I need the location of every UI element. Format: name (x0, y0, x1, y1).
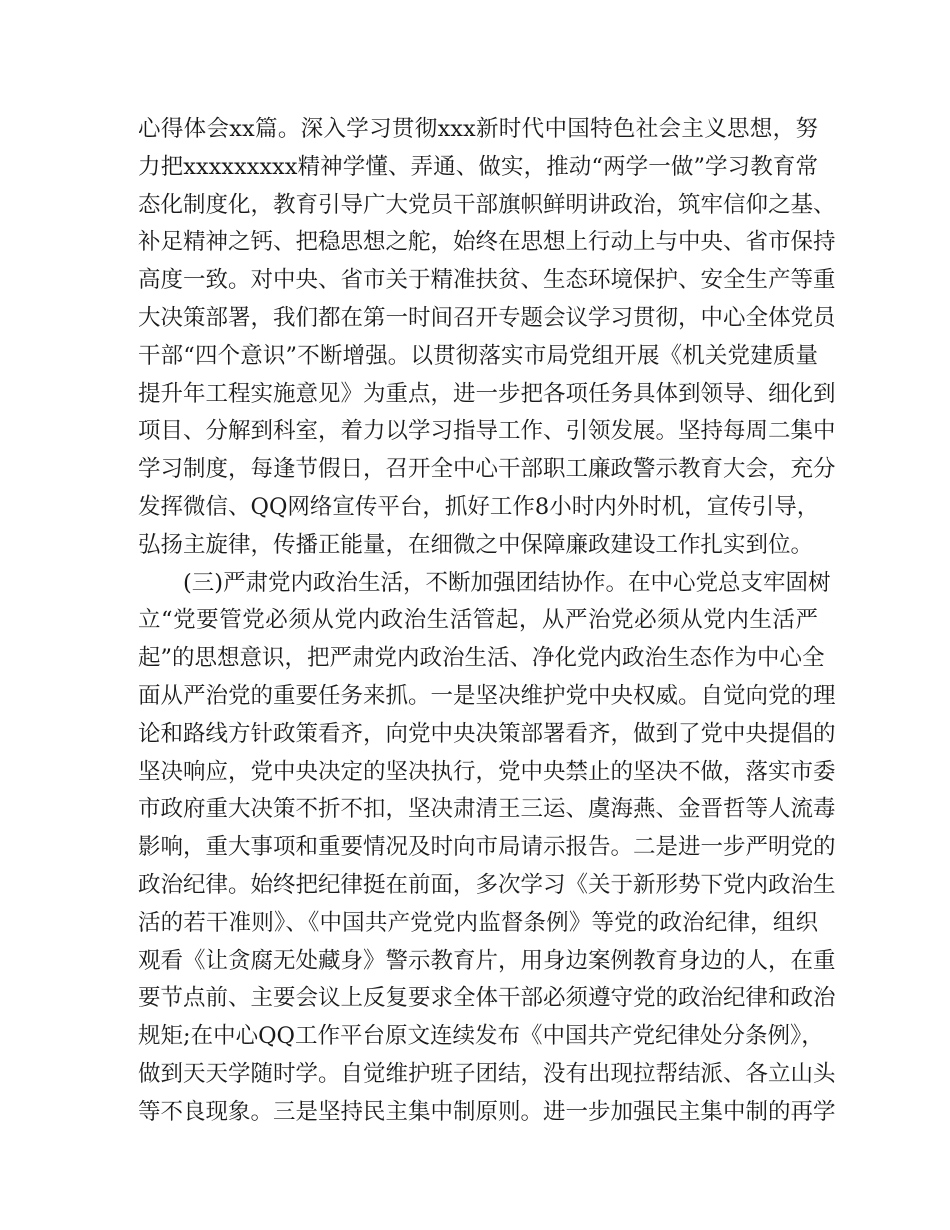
text-line: 面从严治党的重要任务来抓。一是坚决维护党中央权威。自觉向党的理 (138, 682, 836, 709)
text-line: 活的若干准则》、《中国共产党党内监督条例》等党的政治纪律，组织 (138, 909, 818, 936)
text-line: (三)严肃党内政治生活，不断加强团结协作。在中心党总支牢固树 (138, 569, 831, 596)
text-line: 高度一致。对中央、省市关于精准扶贫、生态环境保护、安全生产等重 (138, 267, 836, 294)
text-line: 论和路线方针政策看齐，向党中央决策部署看齐，做到了党中央提倡的 (138, 720, 836, 747)
text-line: 观看《让贪腐无处藏身》警示教育片，用身边案例教育身边的人，在重 (138, 947, 836, 974)
text-line: 项目、分解到科室，着力以学习指导工作、引领发展。坚持每周二集中 (138, 418, 836, 445)
text-line: 补足精神之钙、把稳思想之舵，始终在思想上行动上与中央、省市保持 (138, 229, 836, 256)
text-line: 起”的思想意识，把严肃党内政治生活、净化党内政治生态作为中心全 (138, 645, 825, 672)
text-line: 发挥微信、QQ网络宣传平台，抓好工作8小时内外时机，宣传引导， (138, 493, 820, 520)
text-line: 规矩;在中心QQ工作平台原文连续发布《中国共产党纪律处分条例》， (138, 1023, 824, 1050)
text-line: 提升年工程实施意见》为重点，进一步把各项任务具体到领导、细化到 (138, 380, 836, 407)
text-line: 做到天天学随时学。自觉维护班子团结，没有出现拉帮结派、各立山头 (138, 1060, 836, 1087)
text-line: 政治纪律。始终把纪律挺在前面，多次学习《关于新形势下党内政治生 (138, 871, 836, 898)
text-line: 弘扬主旋律，传播正能量，在细微之中保障廉政建设工作扎实到位。 (138, 531, 814, 558)
text-line: 坚决响应，党中央决定的坚决执行，党中央禁止的坚决不做，落实市委 (138, 758, 836, 785)
text-line: 市政府重大决策不折不扣，坚决肃清王三运、虞海燕、金晋哲等人流毒 (138, 796, 836, 823)
text-line: 立“党要管党必须从党内政治生活管起，从严治党必须从党内生活严 (138, 607, 818, 634)
text-line: 要节点前、主要会议上反复要求全体干部必须遵守党的政治纪律和政治 (138, 985, 836, 1012)
text-line: 等不良现象。三是坚持民主集中制原则。进一步加强民主集中制的再学 (138, 1098, 836, 1125)
text-line: 态化制度化，教育引导广大党员干部旗帜鲜明讲政治，筑牢信仰之基、 (138, 191, 836, 218)
text-line: 影响，重大事项和重要情况及时向市局请示报告。二是进一步严明党的 (138, 834, 836, 861)
text-line: 干部“四个意识”不断增强。以贯彻落实市局党组开展《机关党建质量 (138, 342, 818, 369)
document-body (138, 111, 836, 1132)
text-line: 学习制度，每逢节假日，召开全中心干部职工廉政警示教育大会，充分 (138, 456, 836, 483)
text-line: 心得体会xx篇。深入学习贯彻xxx新时代中国特色社会主义思想，努 (138, 116, 818, 142)
text-line: 力把xxxxxxxxx精神学懂、弄通、做实，推动“两学一做”学习教育常 (138, 153, 818, 180)
text-line: 大决策部署，我们都在第一时间召开专题会议学习贯彻，中心全体党员 (138, 304, 836, 331)
